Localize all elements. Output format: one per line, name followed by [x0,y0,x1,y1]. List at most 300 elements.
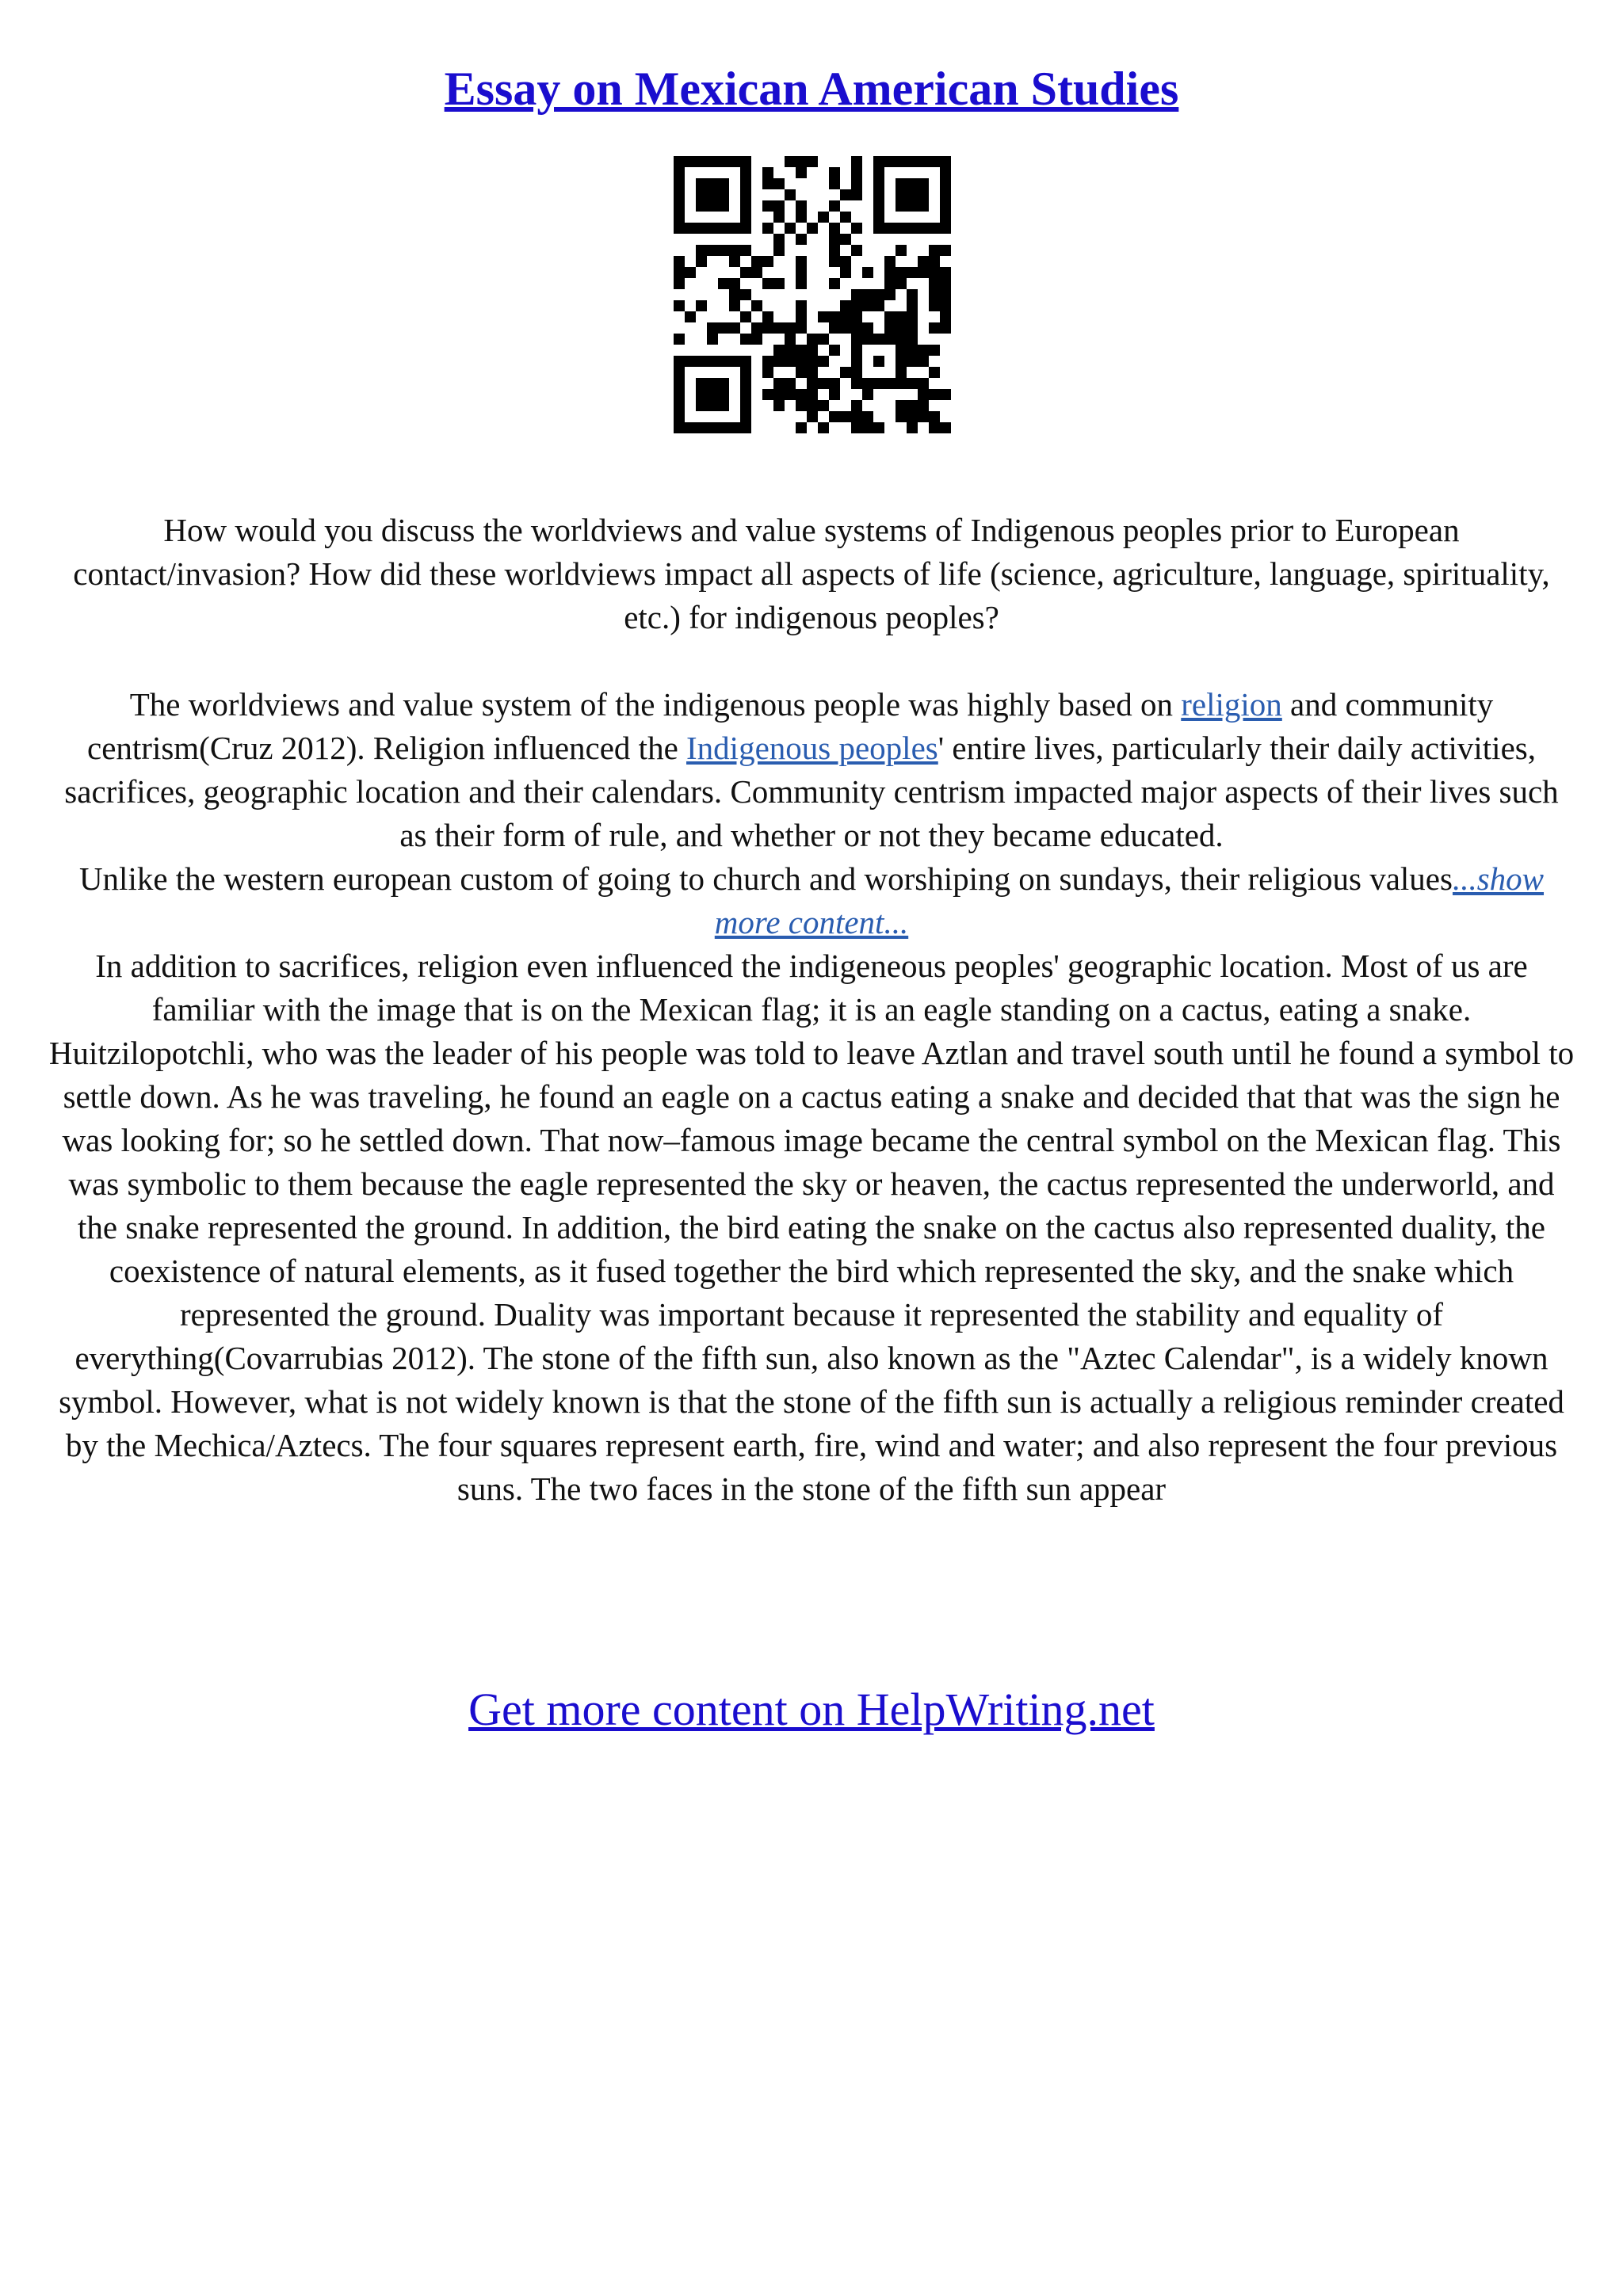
qr-module [851,378,862,389]
qr-module [829,411,840,422]
religion-link[interactable]: religion [1181,686,1282,723]
qr-module [729,156,740,167]
qr-module [896,267,907,278]
qr-module [873,378,884,389]
qr-module [674,189,685,200]
indigenous-peoples-link[interactable]: Indigenous peoples [686,730,938,766]
qr-module [929,389,940,400]
qr-module [785,322,796,334]
qr-module [896,356,907,367]
qr-module [707,200,718,212]
qr-module [807,156,818,167]
qr-module [896,200,907,212]
qr-module [829,311,840,322]
qr-module [796,212,807,223]
qr-module [873,300,884,311]
qr-module [707,389,718,400]
qr-module [907,178,918,189]
get-more-content-link[interactable]: Get more content on HelpWriting.net [468,1684,1155,1735]
qr-module [674,378,685,389]
qr-module [729,422,740,433]
qr-module [674,267,685,278]
qr-module [896,411,907,422]
qr-module [707,178,718,189]
qr-module [696,378,707,389]
qr-module [918,400,929,411]
qr-module [674,356,685,367]
qr-module [707,334,718,345]
qr-module [929,345,940,356]
qr-module [907,356,918,367]
qr-module [785,189,796,200]
qr-module [862,322,873,334]
qr-module [851,334,862,345]
qr-module [796,356,807,367]
qr-module [918,156,929,167]
qr-module [918,200,929,212]
qr-module [907,411,918,422]
qr-module [907,156,918,167]
qr-module [796,267,807,278]
qr-module [884,322,896,334]
qr-module [829,278,840,289]
qr-module [696,200,707,212]
qr-module [884,289,896,300]
qr-module [685,267,696,278]
qr-module [896,189,907,200]
qr-module [873,189,884,200]
qr-module [851,178,862,189]
qr-module [918,345,929,356]
qr-module [829,178,840,189]
qr-module [707,156,718,167]
qr-module [740,200,751,212]
qr-module [851,245,862,256]
qr-module [929,300,940,311]
qr-module [873,223,884,234]
qr-module [740,367,751,378]
qr-module [773,234,785,245]
qr-module [773,212,785,223]
question-paragraph [48,509,1575,639]
qr-module [940,289,951,300]
qr-module [940,245,951,256]
qr-module [907,422,918,433]
qr-module [918,411,929,422]
qr-module [696,400,707,411]
qr-module [696,300,707,311]
qr-module [718,278,729,289]
qr-module [796,322,807,334]
qr-module [907,267,918,278]
qr-module [796,256,807,267]
qr-module [685,223,696,234]
qr-module [696,178,707,189]
qr-module [762,367,773,378]
qr-module [796,167,807,178]
qr-module [751,267,762,278]
qr-module [718,356,729,367]
qr-module [862,267,873,278]
qr-module [896,322,907,334]
qr-module [940,278,951,289]
qr-module [940,167,951,178]
qr-module [896,378,907,389]
qr-module [840,367,851,378]
qr-module [929,278,940,289]
qr-module [773,278,785,289]
qr-module [674,411,685,422]
qr-module [707,400,718,411]
qr-module [807,334,818,345]
qr-module [762,389,773,400]
qr-module [807,367,818,378]
qr-module [940,200,951,212]
qr-module [840,212,851,223]
qr-module [796,300,807,311]
qr-module [740,334,751,345]
qr-module [862,300,873,311]
show-more-link[interactable]: ...show more content... [714,860,1545,940]
qr-module [729,322,740,334]
qr-module [740,356,751,367]
qr-module [840,311,851,322]
qr-module [940,311,951,322]
qr-module [729,300,740,311]
qr-module [751,334,762,345]
qr-module [851,223,862,234]
qr-module [873,200,884,212]
qr-module [718,200,729,212]
qr-module [851,356,862,367]
qr-module [707,189,718,200]
qr-module [940,322,951,334]
question-text: How would you discuss the worldviews and value systems of Indigenous peoples prior to European contact/invasion? How did these worldviews impact all aspects of life (science, agriculture, language, spirituality, etc.) for indigenous peoples? [73,512,1550,635]
qr-module [762,200,773,212]
qr-module [718,322,729,334]
qr-module [940,156,951,167]
qr-module [707,422,718,433]
qr-module [696,422,707,433]
qr-module [896,311,907,322]
qr-module [674,212,685,223]
qr-module [740,389,751,400]
qr-module [862,389,873,400]
qr-module [929,411,940,422]
qr-module [762,178,773,189]
qr-module [929,367,940,378]
qr-module [896,278,907,289]
qr-module [873,156,884,167]
qr-module [729,278,740,289]
qr-module [718,223,729,234]
qr-module [896,367,907,378]
qr-module [773,245,785,256]
qr-module [918,256,929,267]
qr-module [707,356,718,367]
qr-module [940,178,951,189]
qr-module [696,156,707,167]
qr-module [940,212,951,223]
qr-module [762,311,773,322]
qr-module [862,334,873,345]
qr-module [884,334,896,345]
qr-module [740,267,751,278]
qr-module [696,223,707,234]
qr-module [740,245,751,256]
qr-module [807,223,818,234]
qr-module [940,300,951,311]
qr-module [718,178,729,189]
qr-module [829,378,840,389]
qr-module [785,334,796,345]
qr-module [785,389,796,400]
qr-module [907,378,918,389]
qr-module [674,156,685,167]
qr-module [873,422,884,433]
qr-module [896,245,907,256]
qr-module [940,189,951,200]
qr-module [751,256,762,267]
qr-module [907,400,918,411]
qr-module [729,245,740,256]
qr-module [840,267,851,278]
qr-module [851,300,862,311]
qr-module [674,300,685,311]
qr-module [707,223,718,234]
paragraph-2-text: Unlike the western european custom of going to church and worshiping on sundays, their religious values [78,860,1453,897]
qr-module [873,178,884,189]
qr-module [740,223,751,234]
qr-module [851,411,862,422]
qr-module [851,322,862,334]
qr-module [907,334,918,345]
qr-module [929,289,940,300]
qr-module [751,322,762,334]
qr-module [796,367,807,378]
qr-module [907,223,918,234]
qr-module [829,234,840,245]
qr-module [685,311,696,322]
qr-module [807,400,818,411]
qr-module [785,223,796,234]
paragraph-1-part-1: The worldviews and value system of the indigenous people was highly based on [129,686,1182,723]
qr-module [818,212,829,223]
qr-module [729,289,740,300]
qr-module [884,311,896,322]
qr-module [674,389,685,400]
qr-module [740,212,751,223]
qr-module [907,322,918,334]
qr-module [740,411,751,422]
qr-module [873,167,884,178]
qr-module [884,378,896,389]
paragraph-1-part-2: and community centrism(Cruz 2012). Religion influenced the [87,686,1494,766]
qr-module [829,200,840,212]
qr-module [829,256,840,267]
qr-module [840,322,851,334]
qr-module [896,345,907,356]
qr-module [829,322,840,334]
qr-module [796,400,807,411]
qr-module [740,422,751,433]
qr-module [918,189,929,200]
qr-module [840,189,851,200]
qr-module [762,356,773,367]
qr-module [818,334,829,345]
qr-module [685,356,696,367]
qr-module [851,189,862,200]
document-title [0,57,1623,120]
qr-module [807,345,818,356]
qr-module [840,256,851,267]
qr-module [718,189,729,200]
qr-module [929,422,940,433]
qr-module [696,389,707,400]
qr-module [929,223,940,234]
qr-module [696,189,707,200]
qr-module [929,322,940,334]
qr-module [785,345,796,356]
qr-module [873,356,884,367]
qr-module [674,167,685,178]
qr-module [884,267,896,278]
qr-module [773,200,785,212]
qr-module [773,178,785,189]
qr-module [851,400,862,411]
qr-module [762,167,773,178]
qr-module [829,167,840,178]
footer [0,1680,1623,1740]
qr-module [773,356,785,367]
qr-module [918,389,929,400]
qr-module [907,200,918,212]
qr-module [851,156,862,167]
qr-module [873,212,884,223]
qr-module [740,189,751,200]
qr-module [740,156,751,167]
qr-module [696,245,707,256]
qr-module [896,400,907,411]
qr-module [740,289,751,300]
qr-module [896,156,907,167]
qr-module [796,278,807,289]
qr-module [796,311,807,322]
qr-module [896,178,907,189]
qr-module [762,322,773,334]
qr-module [674,278,685,289]
qr-module [718,422,729,433]
qr-module [818,400,829,411]
qr-module [696,256,707,267]
title-link[interactable]: Essay on Mexican American Studies [444,63,1179,115]
qr-module [840,234,851,245]
qr-module [796,200,807,212]
qr-module [773,378,785,389]
qr-module [751,300,762,311]
qr-module [907,189,918,200]
qr-module [884,223,896,234]
qr-module [918,378,929,389]
qr-module [696,356,707,367]
qr-module [940,389,951,400]
qr-code-graphic [674,156,951,433]
qr-module [796,156,807,167]
qr-module [674,200,685,212]
qr-module [674,256,685,267]
qr-module [718,245,729,256]
qr-module [796,234,807,245]
qr-module [929,256,940,267]
qr-module [896,334,907,345]
qr-module [829,245,840,256]
qr-module [773,389,785,400]
qr-module [907,289,918,300]
qr-module [940,223,951,234]
qr-module [740,378,751,389]
qr-module [818,378,829,389]
qr-module [918,178,929,189]
qr-module [674,223,685,234]
qr-module [762,278,773,289]
qr-module [907,345,918,356]
qr-module [729,356,740,367]
qr-module [862,411,873,422]
qr-module [873,289,884,300]
qr-module [796,345,807,356]
paragraph-3-text: In addition to sacrifices, religion even influenced the indigeneous peoples' geographic location. Most of us are familiar with the image that is on the Mexican flag; it is an eagle standing on a cactus, eating a snake. Huitzilopotchli, who was the leader of his people was told to leave Aztlan and travel south until he found a symbol to settle down. As he was traveling, he found an eagle on a cactus eating a snake and decided that that was the sign he was looking for; so he settled down. That now–famous image became the central symbol on the Mexican flag. This was symbolic to them because the eagle represented the sky or heaven, the cactus represented the underworld, and the snake represented the ground. In addition, the bird eating the snake on the cactus also represented duality, the coexistence of natural elements, as it fused together the bird which represented the sky, and the snake which represented the ground. Duality was important because it represented the stability and equality of everything(Covarrubias 2012). The stone of the fifth sun, also known as the "Aztec Calendar", is a widely known symbol. However, what is not widely known is that the stone of the fifth sun is actually a religious reminder created by the Mechica/Aztecs. The four squares represent earth, fire, wind and water; and also represent the four previous suns. The two faces in the stone of the fifth sun appear [48,948,1575,1507]
qr-module [918,356,929,367]
qr-module [718,378,729,389]
qr-module [818,422,829,433]
qr-module [884,156,896,167]
qr-module [807,411,818,422]
qr-module [851,311,862,322]
qr-module [674,367,685,378]
qr-module [851,289,862,300]
qr-module [674,400,685,411]
qr-module [862,289,873,300]
qr-module [840,300,851,311]
qr-code-icon [674,156,951,433]
qr-module [862,378,873,389]
qr-module [862,422,873,433]
qr-module [851,422,862,433]
qr-module [718,389,729,400]
qr-module [674,422,685,433]
qr-module [707,245,718,256]
qr-module [840,411,851,422]
qr-module [707,322,718,334]
qr-module [740,178,751,189]
qr-module [907,311,918,322]
qr-module [785,356,796,367]
qr-module [873,334,884,345]
qr-module [773,400,785,411]
qr-module [762,223,773,234]
qr-module [818,311,829,322]
essay-body [48,683,1575,1511]
qr-module [829,389,840,400]
qr-module [851,167,862,178]
qr-module [785,378,796,389]
qr-module [796,389,807,400]
qr-module [929,156,940,167]
qr-module [674,178,685,189]
qr-module [718,400,729,411]
qr-module [940,422,951,433]
qr-module [918,267,929,278]
